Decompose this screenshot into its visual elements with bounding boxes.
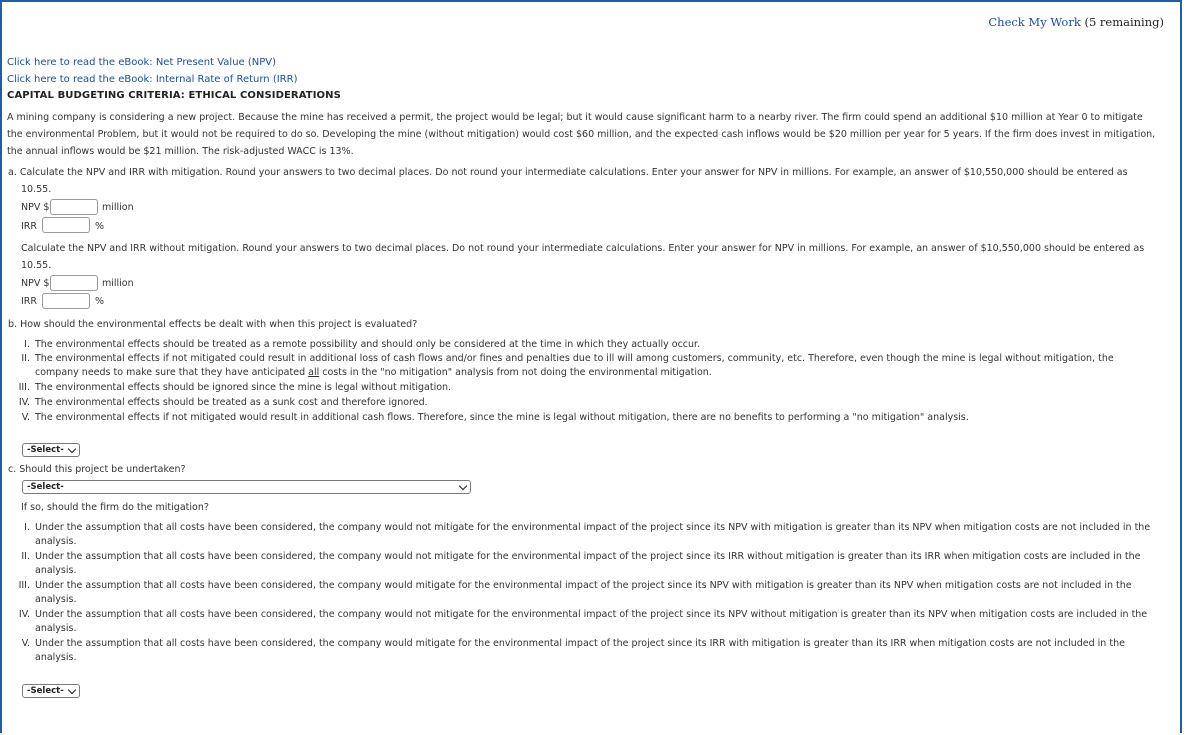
b-option-5-text: The environmental effects if not mitigated would result in additional cash flows. Therefore, since the mine is legal without mitigation, there are no benefits to performing a "no mitigation" analysis.	[35, 412, 969, 423]
irr-without-unit: %	[95, 296, 105, 307]
ebook-link-npv[interactable]: Click here to read the eBook: Net Present Value (NPV)	[7, 57, 277, 68]
c-option-3-num: III.	[18, 580, 30, 591]
c-option-4-num: IV.	[18, 609, 30, 620]
npv-with-mitigation-input[interactable]	[50, 199, 98, 215]
b-option-4-num: IV.	[18, 397, 30, 408]
irr-with-mitigation-input[interactable]	[42, 217, 90, 233]
npv-without-unit: million	[102, 278, 134, 289]
part-a-instruction-2: Calculate the NPV and IRR without mitigation. Round your answers to two decimal places. Do not round your intermediate calculations. Enter your answer for NPV in millions. For example, an answer of $10,550,000 should be entered as	[21, 243, 1145, 254]
part-a-instruction-1b: 10.55.	[21, 184, 52, 195]
problem-line-1: A mining company is considering a new project. Because the mine has received a permit, the project would be legal; but it would cause significant harm to a nearby river. The firm could spend an additional $10 million at Year 0 to mitigate	[7, 112, 1143, 123]
b-option-1-num: I.	[24, 339, 30, 350]
npv-with-label: NPV $	[21, 202, 50, 213]
section-heading: CAPITAL BUDGETING CRITERIA: ETHICAL CONSIDERATIONS	[7, 90, 341, 101]
chevron-down-icon	[68, 686, 76, 694]
b-option-4-text: The environmental effects should be treated as a sunk cost and therefore ignored.	[35, 397, 428, 408]
part-c-select[interactable]	[22, 480, 471, 494]
irr-with-unit: %	[95, 221, 105, 232]
c-option-3-text: Under the assumption that all costs have been considered, the company would mitigate for the environmental impact of the project since its NPV with mitigation is greater than its NPV when mitigation costs are not included in the	[35, 580, 1132, 591]
c-option-3-text-cont: analysis.	[35, 594, 77, 605]
irr-with-label: IRR	[21, 221, 38, 232]
c-option-2-text-cont: analysis.	[35, 565, 77, 576]
b-option-3-text: The environmental effects should be ignored since the mine is legal without mitigation.	[35, 382, 452, 393]
b-option-5-num: V.	[21, 412, 30, 423]
npv-without-mitigation-input[interactable]	[50, 275, 98, 291]
irr-without-mitigation-input[interactable]	[42, 293, 90, 309]
part-c-question: c. Should this project be undertaken?	[8, 464, 186, 475]
chevron-down-icon	[68, 445, 76, 453]
irr-without-label: IRR	[21, 296, 38, 307]
c-option-1-num: I.	[24, 522, 30, 533]
part-a-instruction-1: a. Calculate the NPV and IRR with mitigation. Round your answers to two decimal places. Do not round your intermediate calculations. Enter your answer for NPV in millions. For example, an answer of $10,550,000 should be entered as	[8, 167, 1128, 178]
c-option-2-text: Under the assumption that all costs have been considered, the company would not mitigate for the environmental impact of the project since its IRR without mitigation is greater than its IRR when mitigation costs are included in the	[35, 551, 1141, 562]
b-option-2-pre: company needs to make sure that they have anticipated	[35, 367, 309, 378]
b-option-2-text: The environmental effects if not mitigated could result in additional loss of cash flows and/or fines and penalties due to ill will among customers, community, etc. Therefore, even though the mine is legal without mitigation, the	[35, 353, 1114, 364]
c-option-5-text: Under the assumption that all costs have been considered, the company would mitigate for the environmental impact of the project since its IRR with mitigation is greater than its IRR when mitigation costs are not included in the	[35, 638, 1125, 649]
b-option-2-text-cont	[35, 367, 712, 378]
b-option-2-num: II.	[21, 353, 30, 364]
npv-with-unit: million	[102, 202, 134, 213]
part-c-mitigation-select[interactable]	[22, 684, 80, 698]
problem-line-3: the annual inflows would be $21 million. The risk-adjusted WACC is 13%.	[7, 146, 354, 157]
chevron-down-icon	[459, 482, 467, 490]
b-option-2-post: costs in the "no mitigation" analysis from not doing the environmental mitigation.	[319, 367, 712, 378]
part-c-mitigation-select-value: -Select-	[27, 686, 64, 696]
part-a-instruction-2b: 10.55.	[21, 260, 52, 271]
part-b-select[interactable]	[22, 443, 80, 457]
c-option-4-text-cont: analysis.	[35, 623, 77, 634]
c-option-4-text: Under the assumption that all costs have been considered, the company would not mitigate for the environmental impact of the project since its NPV without mitigation is greater than its NPV when mitigation costs are included in the	[35, 609, 1148, 620]
problem-line-2: the environmental Problem, but it would not be required to do so. Developing the mine (without mitigation) would cost $60 million, and the expected cash inflows would be $20 million per year for 5 years. If the firm does invest in mitigation,	[7, 129, 1156, 140]
check-my-work-link[interactable]: Check My Work	[988, 15, 1081, 29]
part-c-followup: If so, should the firm do the mitigation?	[21, 502, 209, 513]
part-c-select-value: -Select-	[27, 482, 64, 492]
part-b-question: b. How should the environmental effects be dealt with when this project is evaluated?	[8, 319, 418, 330]
b-option-2-underlined: all	[308, 367, 320, 378]
b-option-3-num: III.	[18, 382, 30, 393]
ebook-link-irr[interactable]: Click here to read the eBook: Internal Rate of Return (IRR)	[7, 74, 298, 85]
c-option-5-text-cont: analysis.	[35, 652, 77, 663]
part-b-select-value: -Select-	[27, 445, 64, 455]
c-option-5-num: V.	[21, 638, 30, 649]
c-option-2-num: II.	[21, 551, 30, 562]
check-my-work-remaining: (5 remaining)	[1084, 15, 1164, 29]
npv-without-label: NPV $	[21, 278, 50, 289]
check-my-work	[988, 15, 1164, 29]
c-option-1-text-cont: analysis.	[35, 536, 77, 547]
c-option-1-text: Under the assumption that all costs have been considered, the company would not mitigate for the environmental impact of the project since its NPV with mitigation is greater than its NPV when mitigation costs are not included in the	[35, 522, 1151, 533]
b-option-1-text: The environmental effects should be treated as a remote possibility and should only be considered at the time in which they actually occur.	[35, 339, 701, 350]
